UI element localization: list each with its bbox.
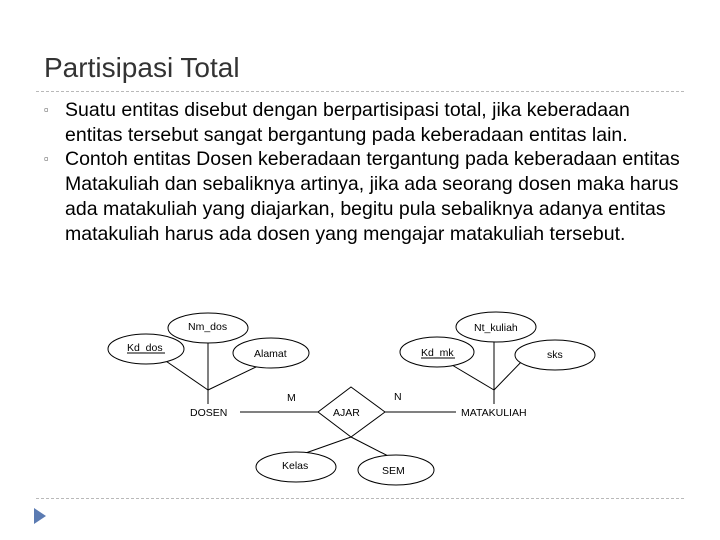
- attribute-label: Nt_kuliah: [474, 322, 518, 334]
- square-bullet-icon: ▫: [44, 102, 49, 117]
- attribute-label: Alamat: [254, 348, 287, 360]
- attribute-label: Kd_mk: [421, 347, 454, 359]
- attribute-label: Kelas: [282, 460, 309, 472]
- relationship-label: AJAR: [333, 407, 360, 419]
- slide-title: Partisipasi Total: [44, 52, 240, 83]
- attribute-label: Kd_dos: [127, 342, 163, 354]
- bullet-text: Suatu entitas disebut dengan berpartisipasi total, jika keberadaan entitas tersebut sangat bergantung pada keberadaan entitas lain.: [65, 99, 630, 146]
- cardinality-n: N: [394, 391, 402, 403]
- bullet-text: Contoh entitas Dosen keberadaan tergantung pada keberadaan entitas Matakuliah dan sebaliknya artinya, jika ada seorang dosen maka harus ada matakuliah yang diajarkan, begitu pula sebaliknya adanya entitas matakuliah harus ada dosen yang mengajar matakuliah tersebut.: [65, 148, 680, 245]
- footer-divider: [36, 498, 684, 499]
- attribute-label: Nm_dos: [188, 321, 228, 333]
- line-kd-mk: [452, 365, 494, 390]
- line-sem: [351, 437, 392, 458]
- entity-matakuliah: MATAKULIAH: [461, 407, 527, 419]
- square-bullet-icon: ▫: [44, 151, 49, 167]
- attribute-label: sks: [547, 349, 563, 361]
- entity-dosen: DOSEN: [190, 407, 228, 419]
- next-slide-arrow-icon[interactable]: [33, 507, 47, 525]
- cardinality-m: M: [287, 392, 296, 404]
- line-alamat: [208, 366, 258, 390]
- attribute-label: SEM: [382, 465, 405, 477]
